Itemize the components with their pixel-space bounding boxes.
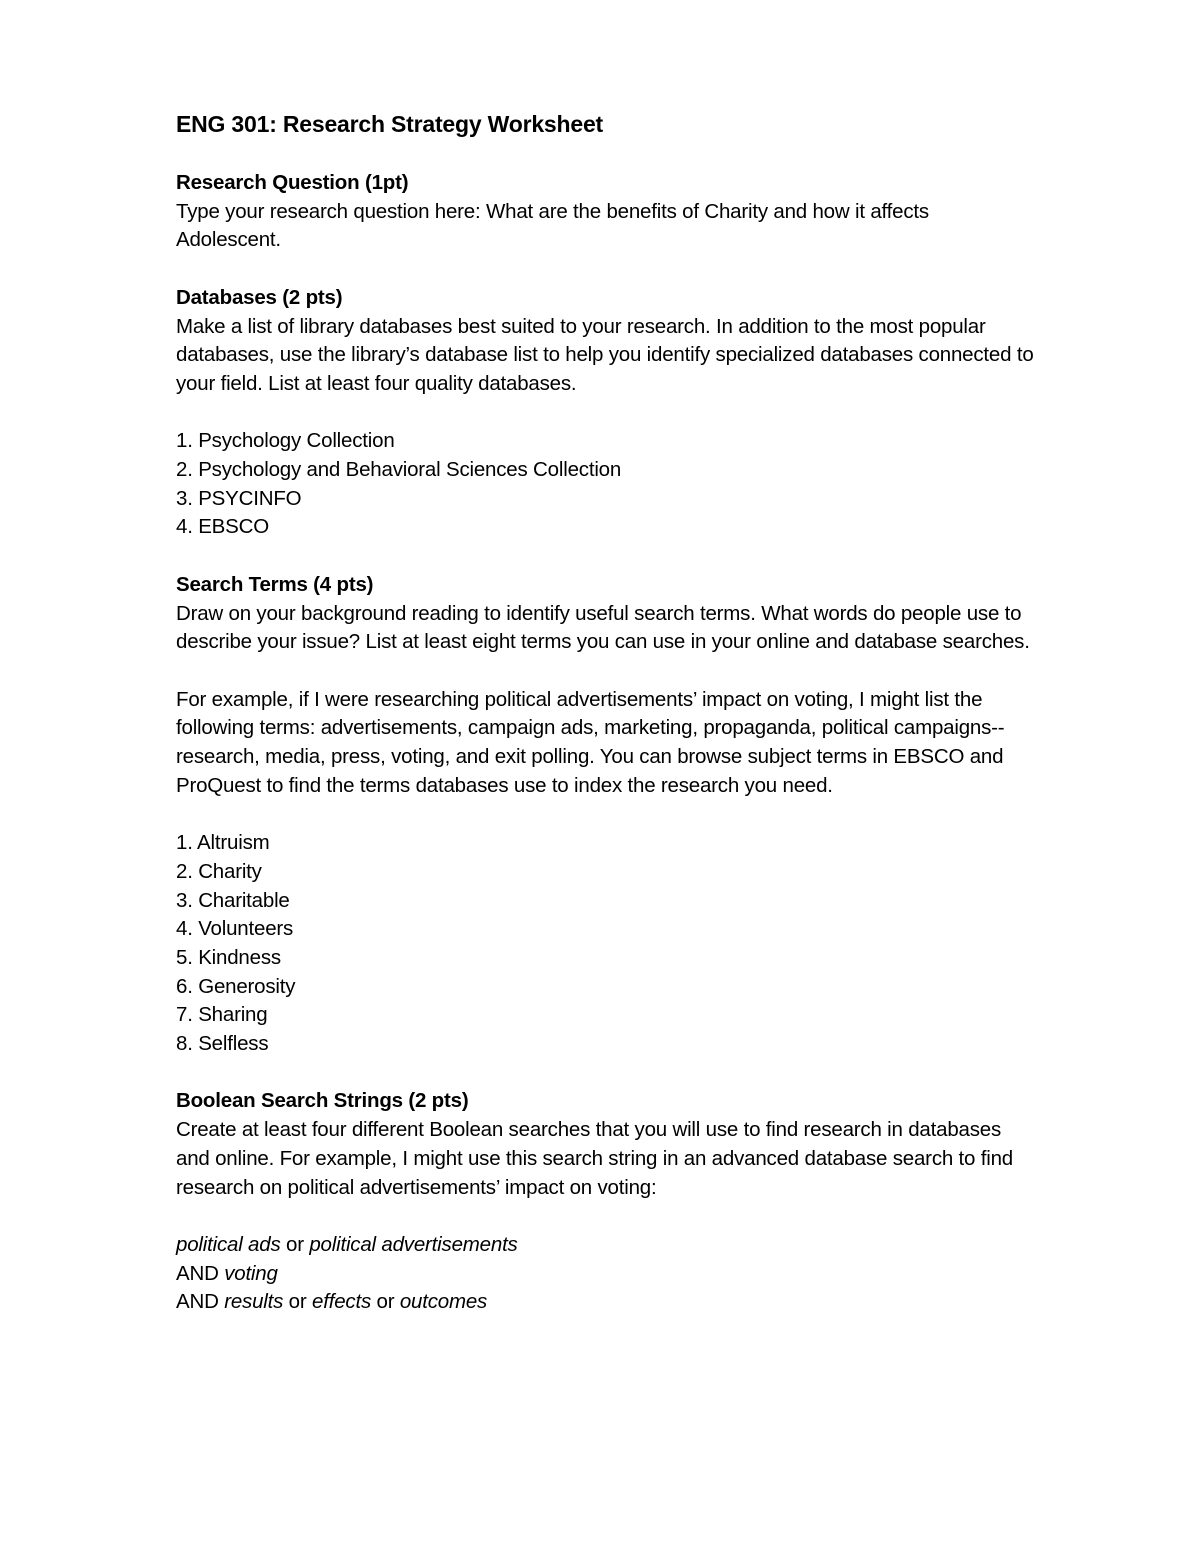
boolean-operator: AND — [176, 1261, 225, 1285]
search-terms-list — [176, 829, 1036, 1059]
boolean-instructions: Create at least four different Boolean searches that you will use to find research in databases and online. For example, I might use this search string in an advanced database search to find research on political advertisements’ impact on voting: — [176, 1118, 1014, 1199]
boolean-example-line — [176, 1288, 1036, 1317]
list-item: 4. EBSCO — [176, 515, 269, 539]
list-item: 7. Sharing — [176, 1003, 268, 1027]
list-item: 6. Generosity — [176, 974, 296, 998]
search-terms-example: For example, if I were researching political advertisements’ impact on voting, I might list the following terms: advertisements, campaign ads, marketing, propaganda, political campaigns--research, media, press, voting, and exit polling. You can browse subject terms in EBSCO and ProQuest to find the terms databases use to index the research you need. — [176, 687, 1005, 797]
boolean-heading: Boolean Search Strings (2 pts) — [176, 1089, 469, 1113]
list-item: 5. Kindness — [176, 945, 281, 969]
list-item: 2. Charity — [176, 859, 262, 883]
boolean-example-line — [176, 1260, 1036, 1289]
research-question-section — [176, 169, 1036, 255]
boolean-operator: or — [280, 1232, 310, 1256]
boolean-term: voting — [224, 1261, 278, 1285]
list-item: 4. Volunteers — [176, 917, 294, 941]
research-question-heading: Research Question (1pt) — [176, 171, 409, 194]
boolean-term: political ads — [176, 1232, 281, 1256]
boolean-term: results — [224, 1290, 284, 1314]
boolean-example — [176, 1231, 1036, 1317]
worksheet-page — [176, 108, 1036, 1317]
boolean-example-line — [176, 1231, 1036, 1260]
databases-instructions: Make a list of library databases best suited to your research. In addition to the most popular databases, use the library’s database list to help you identify specialized databases connected to your field. List at least four quality databases. — [176, 314, 1034, 395]
list-item: 1. Altruism — [176, 831, 270, 855]
boolean-term: outcomes — [399, 1290, 488, 1314]
boolean-operator: or — [371, 1290, 400, 1314]
research-question-text: Type your research question here: What are the benefits of Charity and how it affects Adolescent. — [176, 199, 929, 252]
list-item: 2. Psychology and Behavioral Sciences Collection — [176, 458, 622, 481]
boolean-operator: or — [283, 1290, 312, 1314]
boolean-term: effects — [312, 1290, 371, 1314]
search-terms-instructions: Draw on your background reading to identify useful search terms. What words do people use to describe your issue? List at least eight terms you can use in your online and database searches. — [176, 601, 1030, 654]
boolean-term: political advertisements — [309, 1232, 518, 1256]
list-item: 1. Psychology Collection — [176, 429, 395, 453]
list-item: 3. PSYCINFO — [176, 486, 302, 510]
page-title: ENG 301: Research Strategy Worksheet — [176, 111, 604, 137]
list-item: 3. Charitable — [176, 888, 290, 912]
search-terms-section — [176, 571, 1036, 1059]
search-terms-heading: Search Terms (4 pts) — [176, 572, 374, 596]
boolean-section — [176, 1087, 1036, 1317]
databases-list — [176, 427, 1036, 542]
boolean-operator: AND — [176, 1290, 225, 1314]
databases-section — [176, 284, 1036, 542]
list-item: 8. Selfless — [176, 1032, 269, 1056]
databases-heading: Databases (2 pts) — [176, 285, 343, 309]
